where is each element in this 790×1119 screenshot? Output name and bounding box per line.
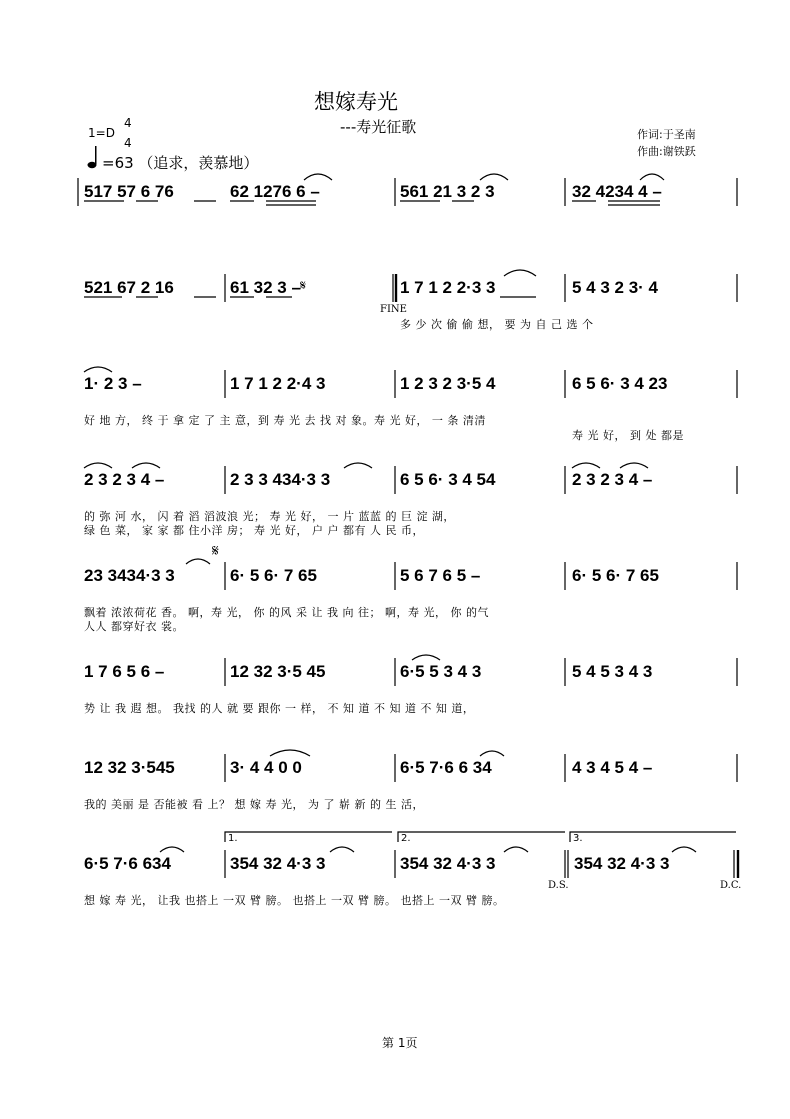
measure: 6·5 5 3 4 3 bbox=[400, 662, 482, 681]
svg-text:𝄋: 𝄋 bbox=[212, 541, 219, 560]
lyricist-credit: 作词:于圣南 bbox=[637, 128, 696, 141]
measure: 3· 4 4 0 0 bbox=[230, 758, 302, 777]
measure: 2 3 2 3 4 – bbox=[84, 470, 165, 489]
measure: 5 4 3 2 3· 4 bbox=[572, 278, 659, 297]
measure: 6 5 6· 3 4 23 bbox=[572, 374, 668, 393]
measure: 354 32 4·3 3 bbox=[230, 854, 326, 873]
measure: 23 3434·3 3 bbox=[84, 566, 175, 585]
measure: 1 7 1 2 2·4 3 bbox=[230, 374, 326, 393]
dc-mark: D.C. bbox=[720, 880, 742, 891]
measure: 4 3 4 5 4 – bbox=[572, 758, 653, 777]
measure: 2 3 2 3 4 – bbox=[572, 470, 653, 489]
measure: 5 6 7 6 5 – bbox=[400, 566, 481, 585]
lyric-line: 飘着 浓浓荷花 香。 啊，寿 光， 你 的风 采 让 我 向 往； 啊，寿 光， 你 的气 bbox=[84, 606, 489, 619]
lyric-line: 多 少 次 偷 偷 想， 要 为 自 己 选 个 bbox=[400, 318, 594, 331]
measure: 62 1276 6 – bbox=[230, 182, 320, 201]
measure: 2 3 3 434·3 3 bbox=[230, 470, 331, 489]
page-title: 想嫁寿光 bbox=[314, 90, 398, 114]
measure: 6· 5 6· 7 65 bbox=[572, 566, 659, 585]
measure: 561 21 3 2 3 bbox=[400, 182, 495, 201]
measure: 521 67 2 16 bbox=[84, 278, 174, 297]
composer-credit: 作曲:谢铁跃 bbox=[637, 145, 696, 158]
lyric-line: 好 地 方， 终 于 拿 定 了 主 意，到 寿 光 去 找 对 象。寿 光 好， 一 条 清清 bbox=[84, 414, 486, 427]
lyric-line: 绿 色 菜， 家 家 都 住小洋 房； 寿 光 好， 户 户 都有 人 民 币， bbox=[84, 524, 424, 537]
measure: 1 7 6 5 6 – bbox=[84, 662, 165, 681]
lyric-line: 势 让 我 遐 想。 我找 的人 就 要 跟你 一 样， 不 知 道 不 知 道 不 知 道， bbox=[84, 702, 475, 715]
lyric-line: 人人 都穿好衣 裳。 bbox=[84, 620, 184, 633]
fine-mark: FINE bbox=[380, 304, 407, 315]
measure: 6 5 6· 3 4 54 bbox=[400, 470, 496, 489]
first-ending-label: 1. bbox=[228, 833, 238, 844]
measure: 32 4234 4 – bbox=[572, 182, 662, 201]
measure: 354 32 4·3 3 bbox=[400, 854, 496, 873]
measure: 6· 5 6· 7 65 bbox=[230, 566, 317, 585]
third-ending-label: 3. bbox=[573, 833, 583, 844]
lyric-line: 寿 光 好， 到 处 都是 bbox=[572, 429, 684, 442]
time-signature-bottom: 4 bbox=[124, 136, 132, 150]
measure: 5 4 5 3 4 3 bbox=[572, 662, 653, 681]
page-subtitle: ---寿光征歌 bbox=[340, 118, 417, 136]
measure: 12 32 3·545 bbox=[84, 758, 175, 777]
page-number: 第 1页 bbox=[382, 1036, 418, 1050]
key-signature: 1=D bbox=[88, 126, 115, 140]
measure: 354 32 4·3 3 bbox=[574, 854, 670, 873]
ds-mark: D.S. bbox=[548, 880, 569, 891]
lyric-line: 想 嫁 寿 光， 让我 也搭上 一双 臂 膀。 也搭上 一双 臂 膀。 也搭上 一双 臂 膀。 bbox=[84, 894, 505, 907]
measure: 6·5 7·6 634 bbox=[84, 854, 171, 873]
second-ending-label: 2. bbox=[401, 833, 411, 844]
measure: 1· 2 3 – bbox=[84, 374, 142, 393]
measure: 12 32 3·5 45 bbox=[230, 662, 326, 681]
time-signature-top: 4 bbox=[124, 116, 132, 130]
measure: 517 57 6 76 bbox=[84, 182, 174, 201]
lyric-line: 我的 美丽 是 否能被 看 上？ 想 嫁 寿 光， 为 了 崭 新 的 生 活， bbox=[84, 798, 424, 811]
measure: 61 32 3 – bbox=[230, 278, 301, 297]
measure: 1 2 3 2 3·5 4 bbox=[400, 374, 496, 393]
svg-text:𝄋: 𝄋 bbox=[300, 278, 307, 294]
measure: 1 7 1 2 2·3 3 bbox=[400, 278, 496, 297]
tempo-marking: =63 （追求，羡慕地） bbox=[102, 154, 259, 172]
measure: 6·5 7·6 6 34 bbox=[400, 758, 492, 777]
lyric-line: 的 弥 河 水， 闪 着 滔 滔波浪 光； 寿 光 好， 一 片 蓝蓝 的 巨 淀 湖， bbox=[84, 510, 455, 523]
